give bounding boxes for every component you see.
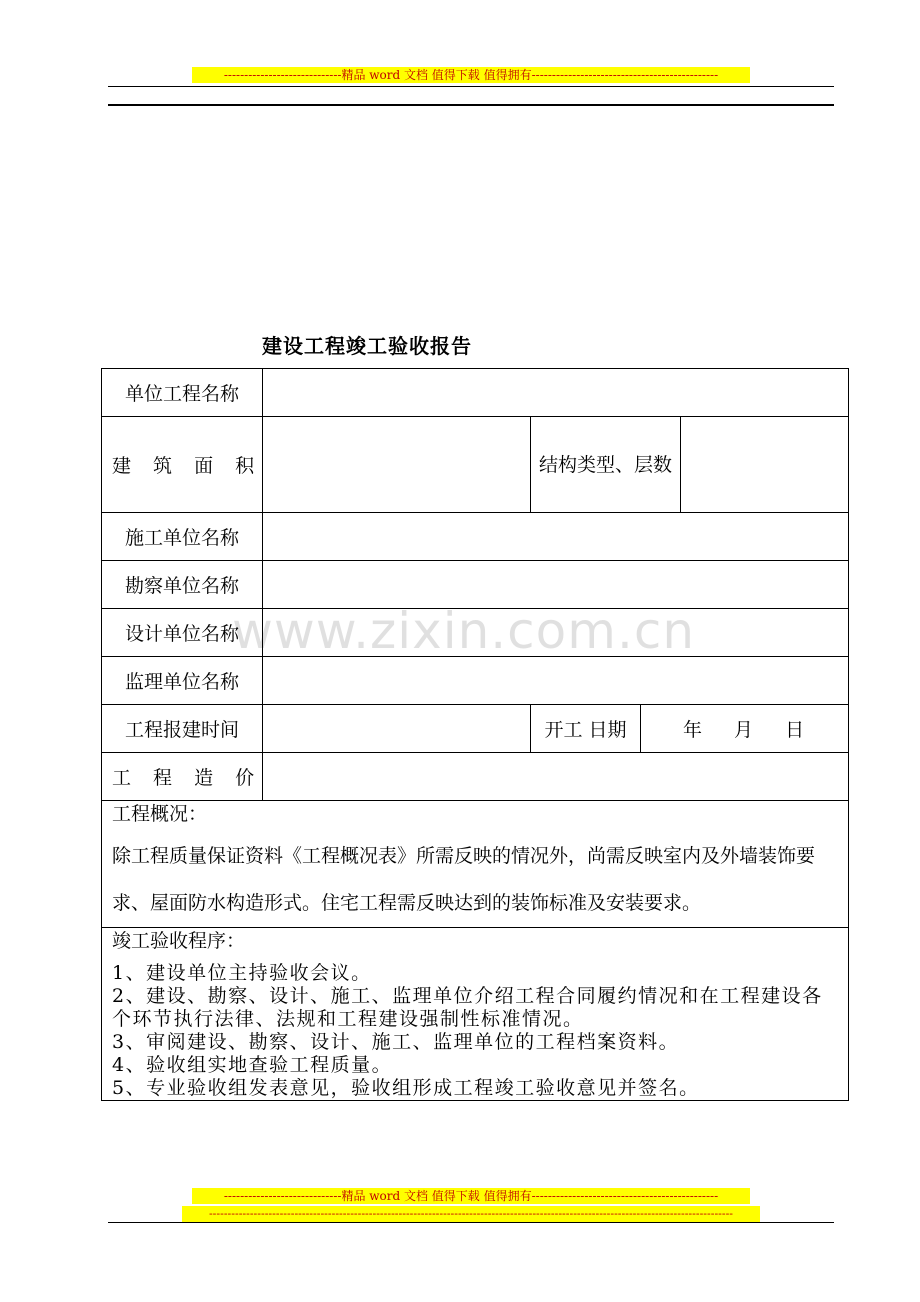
- footer-rule: [108, 1222, 834, 1223]
- table-row: [102, 753, 849, 801]
- start-date-label: 开工 日期: [531, 705, 641, 753]
- header-rule: [108, 86, 834, 87]
- overview-text: 除工程质量保证资料《工程概况表》所需反映的情况外，尚需反映室内及外墙装饰要求、屋面防水构造形式。住宅工程需反映达到的装饰标准及安装要求。: [112, 845, 816, 914]
- registration-time-field[interactable]: [263, 705, 531, 753]
- survey-unit-label: 勘察单位名称: [102, 561, 263, 609]
- header-banner: -----------------------------精品 word 文档 值得下载 值得拥有----------------------------------------------: [192, 67, 750, 83]
- table-row: [102, 369, 849, 417]
- procedure-step: 5、专业验收组发表意见，验收组形成工程竣工验收意见并签名。: [112, 1077, 700, 1099]
- table-row: [102, 928, 849, 1101]
- unit-project-name-field[interactable]: [263, 369, 849, 417]
- building-area-field[interactable]: [263, 417, 531, 513]
- construction-unit-field[interactable]: [263, 513, 849, 561]
- table-row: [102, 561, 849, 609]
- overview-heading: 工程概况：: [112, 803, 208, 825]
- report-form-table: [101, 368, 849, 1101]
- table-row: [102, 513, 849, 561]
- start-date-field[interactable]: 年 月 日: [641, 705, 849, 753]
- document-title: 建设工程竣工验收报告: [262, 334, 472, 358]
- footer-banner: -----------------------------精品 word 文档 值得下载 值得拥有----------------------------------------------: [192, 1188, 750, 1204]
- structure-type-field[interactable]: [681, 417, 849, 513]
- footer-banner-dashes: ---------------------------------------------------------------------------------------------------------------------------------------------: [182, 1206, 760, 1222]
- construction-unit-label: 施工单位名称: [102, 513, 263, 561]
- project-overview-cell: [102, 801, 849, 928]
- procedure-step: 1、建设单位主持验收会议。: [112, 962, 372, 984]
- supervision-unit-field[interactable]: [263, 657, 849, 705]
- unit-project-name-label: 单位工程名称: [102, 369, 263, 417]
- table-row: [102, 705, 849, 753]
- design-unit-field[interactable]: [263, 609, 849, 657]
- header-rule-double: [108, 104, 834, 106]
- project-cost-label: 工 程 造 价: [102, 753, 263, 801]
- design-unit-label: 设计单位名称: [102, 609, 263, 657]
- table-row: [102, 609, 849, 657]
- supervision-unit-label: 监理单位名称: [102, 657, 263, 705]
- watermark-text: www.zixin.com.cn: [232, 602, 696, 660]
- acceptance-procedure-cell: [102, 928, 849, 1101]
- table-row: [102, 801, 849, 928]
- survey-unit-field[interactable]: [263, 561, 849, 609]
- procedure-step: 2、建设、勘察、设计、施工、监理单位介绍工程合同履约情况和在工程建设各个环节执行法律、法规和工程建设强制性标准情况。: [112, 985, 823, 1030]
- building-area-label: 建 筑 面 积: [102, 417, 263, 513]
- table-row: [102, 417, 849, 513]
- table-row: [102, 657, 849, 705]
- registration-time-label: 工程报建时间: [102, 705, 263, 753]
- procedure-step: 3、审阅建设、勘察、设计、施工、监理单位的工程档案资料。: [112, 1031, 680, 1053]
- project-cost-field[interactable]: [263, 753, 849, 801]
- procedure-heading: 竣工验收程序：: [112, 930, 246, 952]
- procedure-step: 4、验收组实地查验工程质量。: [112, 1054, 393, 1076]
- structure-type-label: 结构类型、层数: [531, 417, 681, 513]
